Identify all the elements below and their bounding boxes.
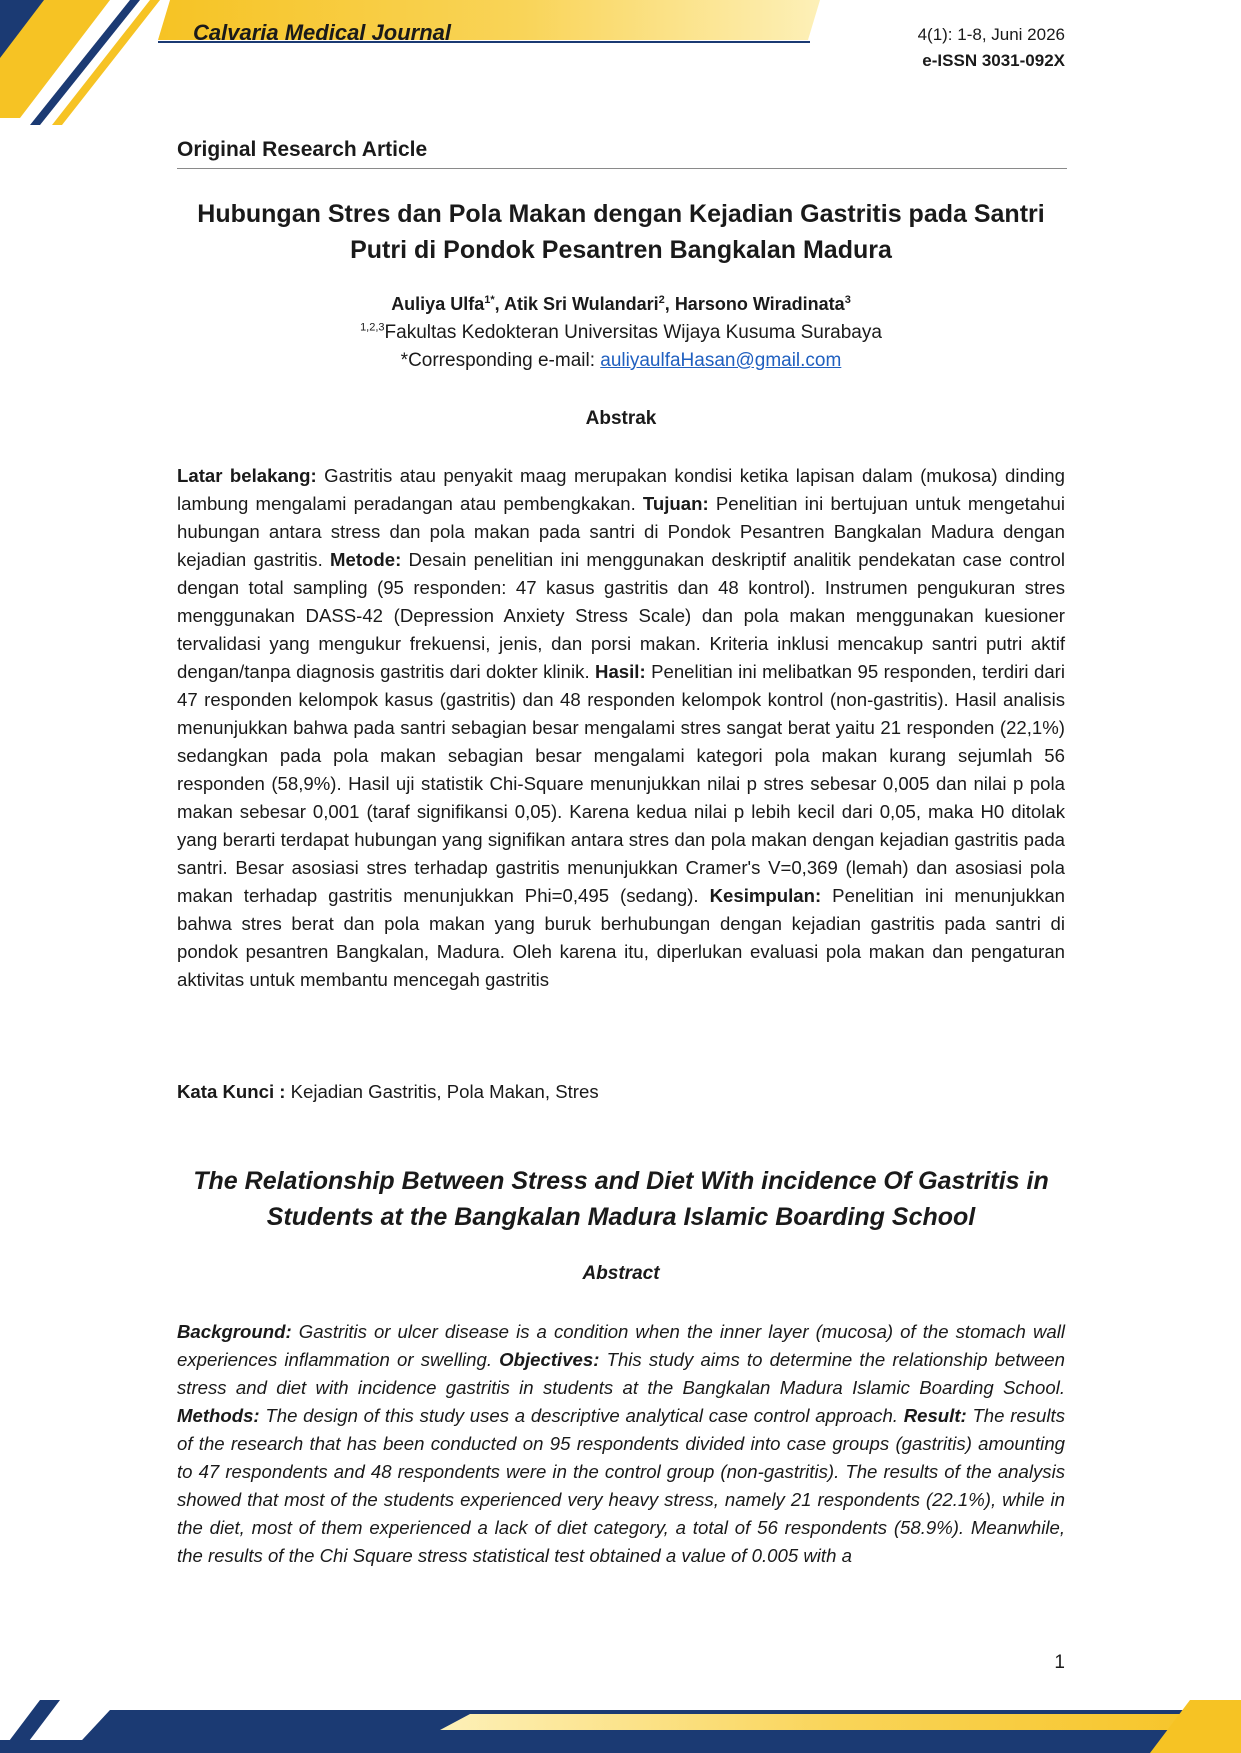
label-conclusion: Kesimpulan: (709, 885, 822, 906)
email-label: *Corresponding e-mail: (400, 350, 601, 371)
text-background: Gastritis atau penyakit maag merupakan kondisi ketika lapisan dalam (mukosa) dinding lambung mengalami peradangan atau pembengkakan. (177, 465, 1065, 514)
keywords-text: Kejadian Gastritis, Pola Makan, Stres (285, 1081, 599, 1102)
label-background: Background: (177, 1321, 292, 1342)
email-link[interactable]: auliyaulfaHasan@gmail.com (600, 350, 842, 371)
label-objective: Tujuan: (642, 493, 709, 514)
article-type: Original Research Article (177, 138, 1067, 169)
corresponding-email (177, 350, 1065, 372)
page-number: 1 (1054, 1652, 1065, 1673)
author-sup: 1* (484, 294, 495, 306)
abstract-indonesian (177, 462, 1065, 994)
title-indonesian (177, 196, 1065, 268)
keywords (177, 1078, 1065, 1106)
author-sep: , (664, 294, 675, 314)
abstract-heading-id: Abstrak (585, 408, 657, 429)
title-line: Students at the Bangkalan Madura Islamic Boarding School (266, 1203, 976, 1231)
label-method: Methods: (177, 1405, 260, 1426)
text-objective: Penelitian ini bertujuan untuk mengetahui hubungan antara stress dan pola makan pada santri di Pondok Pesantren Bangkalan Madura dengan kejadian gastritis. (177, 493, 1065, 570)
label-background: Latar belakang: (177, 465, 317, 486)
affiliation-text: Fakultas Kedokteran Universitas Wijaya Kusuma Surabaya (384, 322, 882, 343)
author-sup: 2 (658, 294, 665, 306)
text-result: The results of the research that has been conducted on 95 respondents divided into case groups (gastritis) amounting to 47 respondents and 48 respondents were in the control group (non-gastritis). The results of the analysis showed that most of the students experienced very heavy stress, namely 21 respondents (22.1%), while in the diet, most of them experienced a lack of diet category, a total of 56 respondents (58.9%). Meanwhile, the results of the Chi Square stress statistical test obtained a value of 0.005 with a (177, 1405, 1065, 1566)
authors (177, 294, 1065, 315)
author-sup: 3 (844, 294, 851, 306)
title-line: The Relationship Between Stress and Diet With incidence Of Gastritis in (193, 1167, 1049, 1195)
label-result: Hasil: (595, 661, 646, 682)
journal-name: Calvaria Medical Journal (193, 20, 451, 45)
issue-volume: 4(1): 1-8, Juni 2026 (917, 25, 1065, 44)
text-conclusion: Penelitian ini menunjukkan bahwa stres berat dan pola makan yang buruk berhubungan dengan kejadian gastritis pada santri di pondok pesantren Bangkalan, Madura. Oleh karena itu, diperlukan evaluasi pola makan dan pengaturan aktivitas untuk membantu mencegah gastritis (177, 885, 1066, 990)
keywords-label: Kata Kunci : (177, 1081, 286, 1102)
author-name: Harsono Wiradinata (674, 294, 845, 314)
label-result: Result: (903, 1405, 967, 1426)
issn: e-ISSN 3031-092X (922, 51, 1065, 70)
label-method: Metode: (330, 549, 402, 570)
footer-banner (0, 1700, 1241, 1753)
text-method: The design of this study uses a descriptive analytical case control approach. (259, 1405, 904, 1426)
text-background: Gastritis or ulcer disease is a condition when the inner layer (mucosa) of the stomach wall experiences inflammation or swelling. (177, 1321, 1065, 1370)
abstract-english (177, 1318, 1065, 1570)
author-sep: , (494, 294, 504, 314)
text-result: Penelitian ini melibatkan 95 responden, terdiri dari 47 responden kelompok kasus (gastritis) dan 48 responden kelompok kontrol (non-gastritis). Hasil analisis menunjukkan bahwa pada santri sebagian besar mengalami stres sangat berat yaitu 21 responden (22,1%) sedangkan pada pola makan sebagian besar mengalami kategori pola makan kurang sejumlah 56 responden (58,9%). Hasil uji statistik Chi-Square menunjukkan nilai p stres sebesar 0,005 dan nilai p pola makan sebesar 0,001 (taraf signifikansi 0,05). Karena kedua nilai p lebih kecil dari 0,05, maka H0 ditolak yang berarti terdapat hubungan yang signifikan antara stres dan pola makan dengan kejadian gastritis pada santri. Besar asosiasi stres terhadap gastritis menunjukkan Cramer's V=0,369 (lemah) dan asosiasi pola makan terhadap gastritis menunjukkan Phi=0,495 (sedang). (177, 661, 1065, 906)
affiliation (177, 322, 1065, 344)
title-line: Putri di Pondok Pesantren Bangkalan Madura (350, 236, 892, 264)
issue-info (918, 22, 1065, 74)
author-name: Atik Sri Wulandari (503, 294, 659, 314)
affiliation-sup: 1,2,3 (360, 321, 385, 334)
abstract-heading-en: Abstract (582, 1263, 660, 1284)
author-name: Auliya Ulfa (391, 294, 485, 314)
text-method: Desain penelitian ini menggunakan deskriptif analitik pendekatan case control dengan total sampling (95 responden: 47 kasus gastritis dan 48 kontrol). Instrumen pengukuran stres menggunakan DASS-42 (Depression Anxiety Stress Scale) dan pola makan menggunakan kuesioner tervalidasi yang mengukur frekuensi, jenis, dan porsi makan. Kriteria inklusi mencakup santri putri aktif dengan/tanpa diagnosis gastritis dari dokter klinik. (177, 549, 1065, 682)
title-english (177, 1163, 1065, 1235)
title-line: Hubungan Stres dan Pola Makan dengan Kejadian Gastritis pada Santri (197, 200, 1045, 228)
label-objective: Objectives: (499, 1349, 600, 1370)
text-objective: This study aims to determine the relationship between stress and diet with incidence gastritis in students at the Bangkalan Madura Islamic Boarding School. (177, 1349, 1065, 1398)
